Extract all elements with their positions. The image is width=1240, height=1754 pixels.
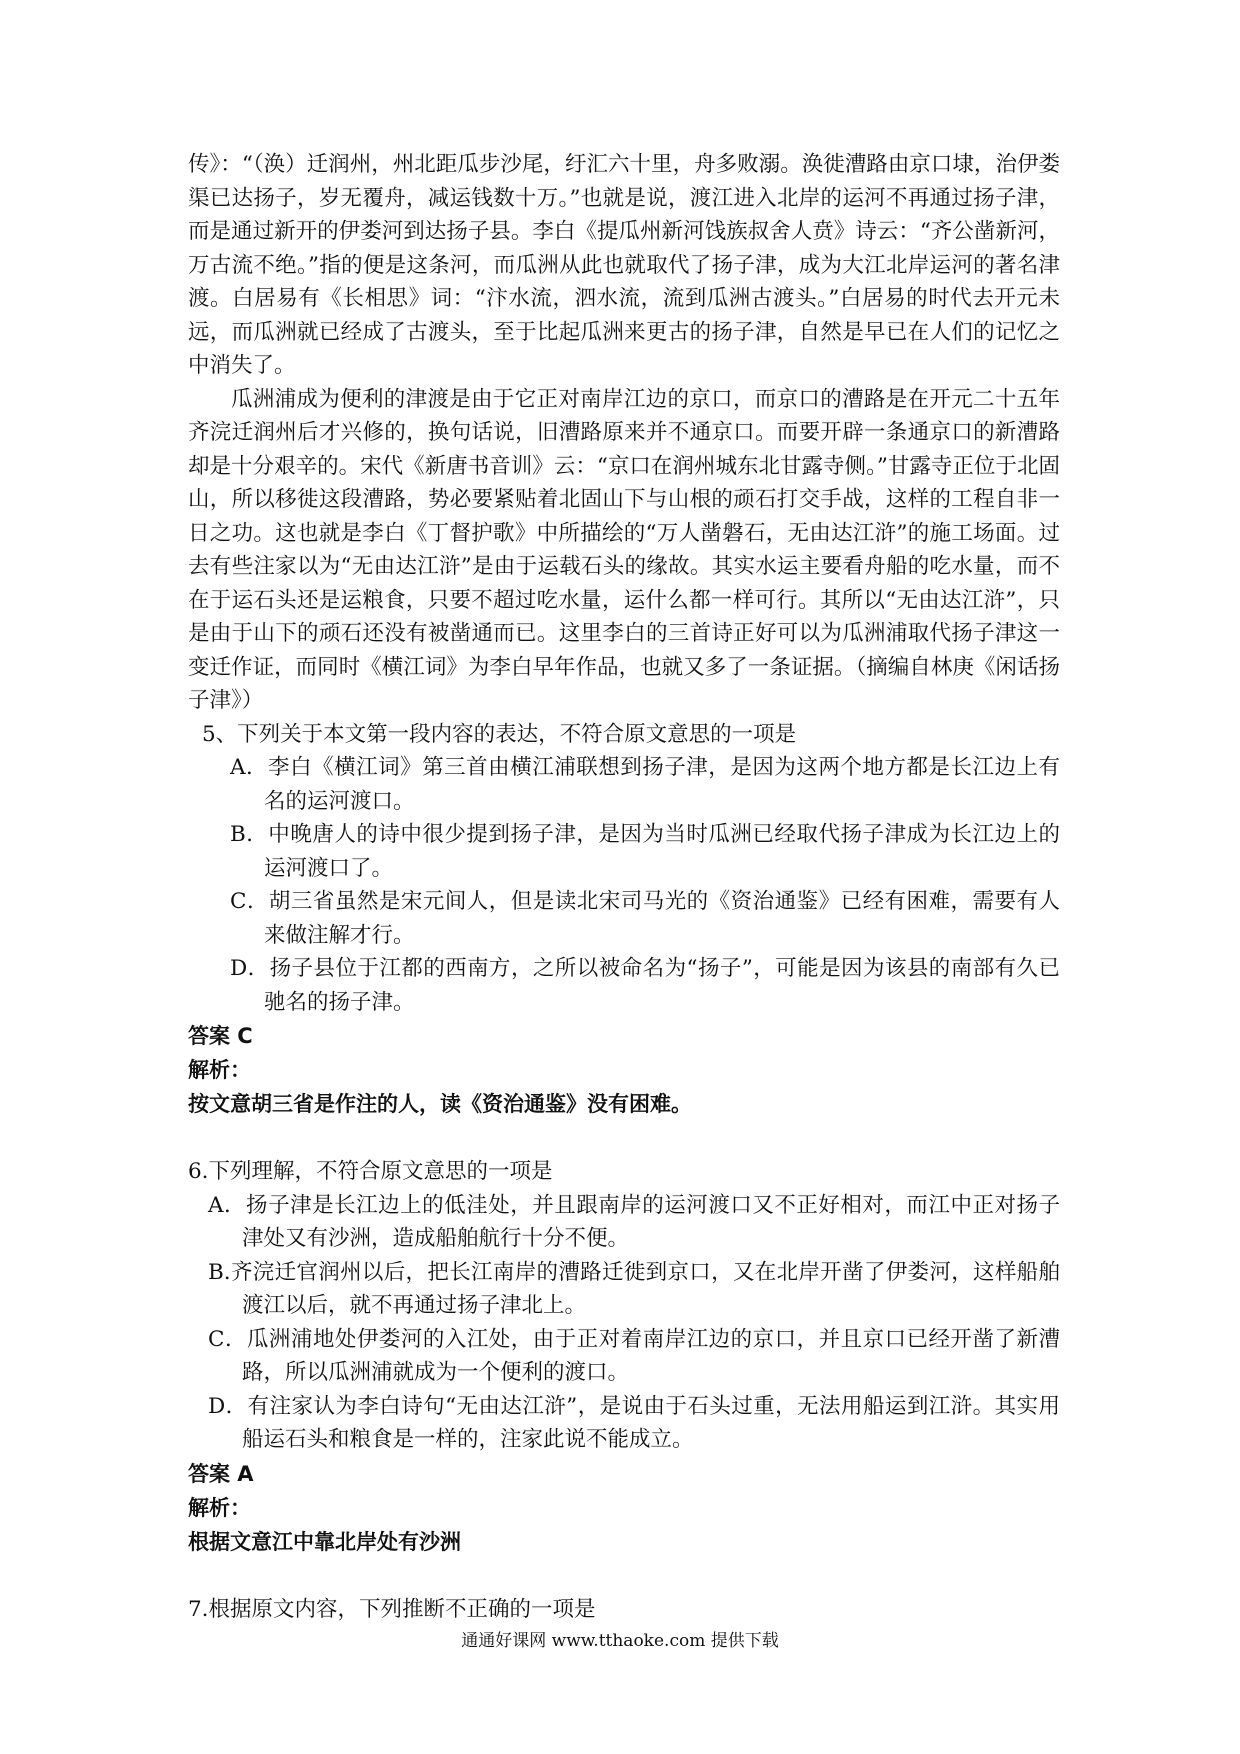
question-6-option-c: C．瓜洲浦地处伊娄河的入江处，由于正对着南岸江边的京口，并且京口已经开凿了新漕路，所以瓜洲浦就成为一个便利的渡口。	[208, 1326, 1060, 1385]
question-5-option-c: C．胡三省虽然是宋元间人，但是读北宋司马光的《资治通鉴》已经有困难，需要有人来做注解才行。	[230, 889, 1060, 948]
passage-paragraph-2: 瓜洲浦成为便利的津渡是由于它正对南岸江边的京口，而京口的漕路是在开元二十五年齐浣迁润州后才兴修的，换句话说，旧漕路原来并不通京口。而要开辟一条通京口的新漕路却是十分艰辛的。宋代《新唐书音训》云：“京口在润州城东北甘露寺侧。”甘露寺正位于北固山，所以移徙这段漕路，势必要紧贴着北固山下与山根的顽石打交手战，这样的工程自非一日之功。这也就是李白《丁督护歌》中所描绘的“万人凿磐石，无由达江浒”的施工场面。过去有些注家以为“无由达江浒”是由于运载石头的缘故。其实水运主要看舟船的吃水量，而不在于运石头还是运粮食，只要不超过吃水量，运什么都一样可行。其所以“无由达江浒”，只是由于山下的顽石还没有被凿通而已。这里李白的三首诗正好可以为瓜洲浦取代扬子津这一变迁作证，而同时《横江词》为李白早年作品，也就又多了一条证据。（摘编自林庚《闲话扬子津》）	[188, 386, 1060, 713]
question-6-analysis-label: 解析：	[188, 1495, 251, 1520]
question-5-stem: 5、下列关于本文第一段内容的表达，不符合原文意思的一项是	[202, 721, 797, 747]
question-5-analysis: 按文意胡三省是作注的人，读《资治通鉴》没有困难。	[188, 1092, 692, 1116]
document-body	[188, 148, 1060, 1626]
question-6-option-d: D．有注家认为李白诗句“无由达江浒”，是说由于石头过重，无法用船运到江浒。其实用船运石头和粮食是一样的，注家此说不能成立。	[208, 1393, 1060, 1452]
question-5-option-d: D．扬子县位于江都的西南方，之所以被命名为“扬子”，可能是因为该县的南部有久已驰名的扬子津。	[230, 956, 1060, 1015]
question-6-stem: 6.下列理解，不符合原文意思的一项是	[188, 1159, 553, 1184]
passage-paragraph-1: 传》：“（涣）迁润州，州北距瓜步沙尾，纡汇六十里，舟多败溺。涣徙漕路由京口埭，治伊娄渠已达扬子，岁无覆舟，减运钱数十万。”也就是说，渡江进入北岸的运河不再通过扬子津，而是通过新开的伊娄河到达扬子县。李白《提瓜州新河饯族叔舍人贲》诗云：“齐公凿新河，万古流不绝。”指的便是这条河，而瓜洲从此也就取代了扬子津，成为大江北岸运河的著名津渡。白居易有《长相思》词：“汴水流，泗水流，流到瓜洲古渡头。”白居易的时代去开元未远，而瓜洲就已经成了古渡头，至于比起瓜洲来更古的扬子津，自然是早已在人们的记忆之中消失了。	[188, 152, 1060, 378]
question-6-option-a: A．扬子津是长江边上的低洼处，并且跟南岸的运河渡口又不正好相对，而江中正对扬子津处又有沙洲，造成船舶航行十分不便。	[208, 1192, 1060, 1251]
question-5-option-b: B．中晚唐人的诗中很少提到扬子津，是因为当时瓜洲已经取代扬子津成为长江边上的运河渡口了。	[230, 822, 1060, 881]
question-7-stem: 7.根据原文内容，下列推断不正确的一项是	[188, 1596, 596, 1622]
page-footer: 通通好课网 www.tthaoke.com 提供下载	[461, 1631, 779, 1651]
spacer	[188, 1121, 1060, 1155]
spacer	[188, 1559, 1060, 1593]
question-6-analysis: 根据文意江中靠北岸处有沙洲	[188, 1529, 461, 1554]
question-5-answer: 答案 C	[188, 1024, 253, 1048]
question-6-answer: 答案 A	[188, 1461, 254, 1486]
question-5-analysis-label: 解析：	[188, 1058, 251, 1082]
question-6-option-b: B.齐浣迁官润州以后，把长江南岸的漕路迁徙到京口，又在北岸开凿了伊娄河，这样船舶渡江以后，就不再通过扬子津北上。	[208, 1259, 1060, 1318]
question-5-option-a: A．李白《横江词》第三首由横江浦联想到扬子津，是因为这两个地方都是长江边上有名的运河渡口。	[230, 755, 1060, 814]
